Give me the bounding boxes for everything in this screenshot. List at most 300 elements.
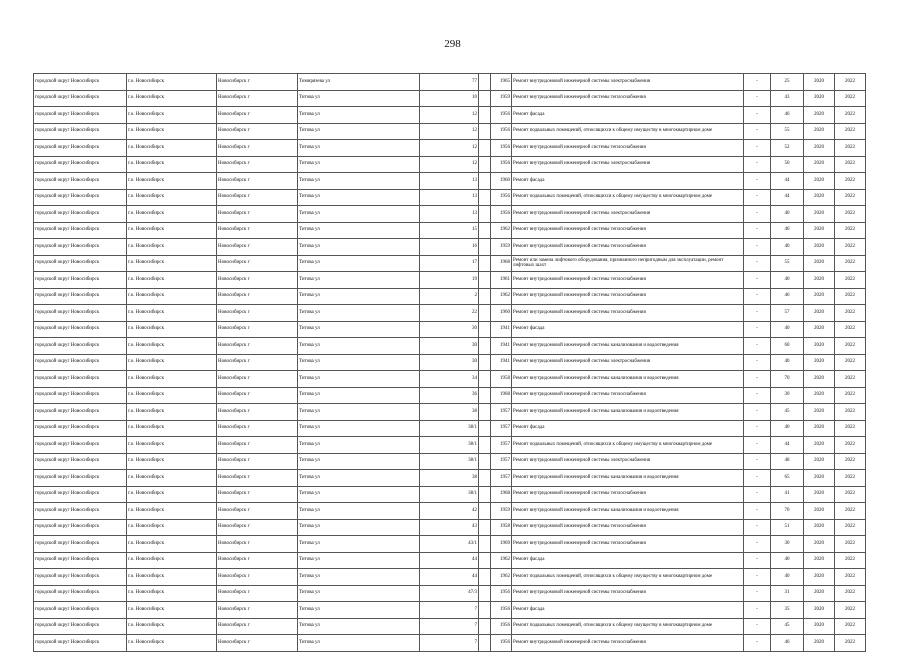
work-type-cell: Ремонт внутридомовой инженерной системы электроснабжения: [512, 156, 744, 173]
start-year-cell: 2020: [804, 338, 835, 355]
building-cell: [479, 239, 491, 256]
start-year-cell: 2020: [804, 107, 835, 124]
cost-cell: -: [744, 618, 771, 635]
end-year-cell: 2022: [835, 305, 866, 322]
end-year-cell: 2022: [835, 486, 866, 503]
house-number-cell: 43/1: [420, 536, 479, 553]
street-cell: Титова ул: [298, 585, 420, 602]
period-cell: 48: [771, 453, 804, 470]
building-cell: [479, 222, 491, 239]
period-cell: 52: [771, 140, 804, 157]
municipality-cell: городской округ Новосибирск: [34, 123, 127, 140]
build-year-cell: 1956: [491, 140, 512, 157]
street-cell: Титова ул: [298, 437, 420, 454]
build-year-cell: 1957: [491, 470, 512, 487]
municipal-unit-cell: г.о. Новосибирск: [127, 486, 217, 503]
start-year-cell: 2020: [804, 156, 835, 173]
municipal-unit-cell: г.о. Новосибирск: [127, 618, 217, 635]
table-row: [34, 305, 866, 322]
settlement-cell: Новосибирск г: [217, 635, 298, 652]
building-cell: [479, 305, 491, 322]
table-row: [34, 156, 866, 173]
municipal-unit-cell: г.о. Новосибирск: [127, 354, 217, 371]
municipal-unit-cell: г.о. Новосибирск: [127, 288, 217, 305]
building-cell: [479, 288, 491, 305]
municipal-unit-cell: г.о. Новосибирск: [127, 371, 217, 388]
building-cell: [479, 90, 491, 107]
municipal-unit-cell: г.о. Новосибирск: [127, 156, 217, 173]
settlement-cell: Новосибирск г: [217, 74, 298, 91]
municipality-cell: городской округ Новосибирск: [34, 536, 127, 553]
build-year-cell: 1968: [491, 486, 512, 503]
house-number-cell: 15: [420, 222, 479, 239]
building-cell: [479, 437, 491, 454]
municipality-cell: городской округ Новосибирск: [34, 552, 127, 569]
cost-cell: -: [744, 123, 771, 140]
end-year-cell: 2022: [835, 387, 866, 404]
street-cell: Тимирязева ул: [298, 74, 420, 91]
municipal-unit-cell: г.о. Новосибирск: [127, 206, 217, 223]
period-cell: 40: [771, 552, 804, 569]
table-row: [34, 173, 866, 190]
end-year-cell: 2022: [835, 602, 866, 619]
end-year-cell: 2022: [835, 503, 866, 520]
work-type-cell: Ремонт внутридомовой инженерной системы электроснабжения: [512, 354, 744, 371]
street-cell: Титова ул: [298, 519, 420, 536]
table-row: [34, 585, 866, 602]
municipality-cell: городской округ Новосибирск: [34, 387, 127, 404]
building-cell: [479, 140, 491, 157]
work-type-cell: Ремонт внутридомовой инженерной системы теплоснабжения: [512, 486, 744, 503]
settlement-cell: Новосибирск г: [217, 156, 298, 173]
settlement-cell: Новосибирск г: [217, 288, 298, 305]
municipal-unit-cell: г.о. Новосибирск: [127, 123, 217, 140]
street-cell: Титова ул: [298, 536, 420, 553]
work-type-cell: Ремонт внутридомовой инженерной системы канализования и водоотведения: [512, 371, 744, 388]
settlement-cell: Новосибирск г: [217, 123, 298, 140]
cost-cell: -: [744, 239, 771, 256]
period-cell: 46: [771, 635, 804, 652]
building-cell: [479, 602, 491, 619]
build-year-cell: 1956: [491, 189, 512, 206]
street-cell: Титова ул: [298, 140, 420, 157]
house-number-cell: 38/1: [420, 486, 479, 503]
building-cell: [479, 371, 491, 388]
building-cell: [479, 519, 491, 536]
municipal-unit-cell: г.о. Новосибирск: [127, 536, 217, 553]
municipal-unit-cell: г.о. Новосибирск: [127, 503, 217, 520]
end-year-cell: 2022: [835, 90, 866, 107]
municipal-unit-cell: г.о. Новосибирск: [127, 602, 217, 619]
street-cell: Титова ул: [298, 305, 420, 322]
table-row: [34, 569, 866, 586]
building-cell: [479, 74, 491, 91]
build-year-cell: 1941: [491, 354, 512, 371]
table-row: [34, 189, 866, 206]
building-cell: [479, 470, 491, 487]
period-cell: 57: [771, 305, 804, 322]
building-cell: [479, 569, 491, 586]
street-cell: Титова ул: [298, 107, 420, 124]
period-cell: 45: [771, 404, 804, 421]
house-number-cell: 47/3: [420, 585, 479, 602]
municipal-unit-cell: г.о. Новосибирск: [127, 189, 217, 206]
start-year-cell: 2020: [804, 569, 835, 586]
municipal-unit-cell: г.о. Новосибирск: [127, 90, 217, 107]
street-cell: Титова ул: [298, 123, 420, 140]
cost-cell: -: [744, 74, 771, 91]
end-year-cell: 2022: [835, 74, 866, 91]
municipal-unit-cell: г.о. Новосибирск: [127, 107, 217, 124]
end-year-cell: 2022: [835, 420, 866, 437]
build-year-cell: 1962: [491, 569, 512, 586]
street-cell: Титова ул: [298, 602, 420, 619]
settlement-cell: Новосибирск г: [217, 486, 298, 503]
street-cell: Титова ул: [298, 618, 420, 635]
settlement-cell: Новосибирск г: [217, 173, 298, 190]
period-cell: 40: [771, 206, 804, 223]
street-cell: Титова ул: [298, 338, 420, 355]
cost-cell: -: [744, 272, 771, 289]
cost-cell: -: [744, 552, 771, 569]
work-type-cell: Ремонт внутридомовой инженерной системы теплоснабжения: [512, 288, 744, 305]
cost-cell: -: [744, 569, 771, 586]
start-year-cell: 2020: [804, 486, 835, 503]
municipal-unit-cell: г.о. Новосибирск: [127, 338, 217, 355]
municipal-unit-cell: г.о. Новосибирск: [127, 321, 217, 338]
work-type-cell: Ремонт внутридомовой инженерной системы теплоснабжения: [512, 536, 744, 553]
cost-cell: -: [744, 338, 771, 355]
municipality-cell: городской округ Новосибирск: [34, 156, 127, 173]
municipality-cell: городской округ Новосибирск: [34, 321, 127, 338]
street-cell: Титова ул: [298, 222, 420, 239]
work-type-cell: Ремонт внутридомовой инженерной системы теплоснабжения: [512, 222, 744, 239]
cost-cell: -: [744, 140, 771, 157]
work-type-cell: Ремонт внутридомовой инженерной системы канализования и водоотведения: [512, 338, 744, 355]
end-year-cell: 2022: [835, 123, 866, 140]
work-type-cell: Ремонт внутридомовой инженерной системы теплоснабжения: [512, 585, 744, 602]
building-cell: [479, 536, 491, 553]
build-year-cell: 1956: [491, 123, 512, 140]
house-number-cell: 34: [420, 371, 479, 388]
settlement-cell: Новосибирск г: [217, 602, 298, 619]
house-number-cell: 38/1: [420, 420, 479, 437]
build-year-cell: 1960: [491, 173, 512, 190]
municipal-unit-cell: г.о. Новосибирск: [127, 74, 217, 91]
municipality-cell: городской округ Новосибирск: [34, 90, 127, 107]
build-year-cell: 1961: [491, 272, 512, 289]
work-type-cell: Ремонт внутридомовой инженерной системы канализования и водоотведения: [512, 503, 744, 520]
end-year-cell: 2022: [835, 552, 866, 569]
settlement-cell: Новосибирск г: [217, 140, 298, 157]
build-year-cell: 1956: [491, 206, 512, 223]
cost-cell: -: [744, 437, 771, 454]
table-row: [34, 404, 866, 421]
house-number-cell: 13: [420, 206, 479, 223]
table-row: [34, 503, 866, 520]
house-number-cell: 44: [420, 569, 479, 586]
municipal-unit-cell: г.о. Новосибирск: [127, 305, 217, 322]
street-cell: Титова ул: [298, 90, 420, 107]
start-year-cell: 2020: [804, 552, 835, 569]
house-number-cell: 77: [420, 74, 479, 91]
start-year-cell: 2020: [804, 536, 835, 553]
building-cell: [479, 123, 491, 140]
building-cell: [479, 387, 491, 404]
house-number-cell: 7: [420, 602, 479, 619]
work-type-cell: Ремонт внутридомовой инженерной системы электроснабжения: [512, 453, 744, 470]
table-row: [34, 536, 866, 553]
table-row: [34, 255, 866, 272]
street-cell: Титова ул: [298, 404, 420, 421]
table-row: [34, 437, 866, 454]
table-row: [34, 602, 866, 619]
period-cell: 40: [771, 569, 804, 586]
period-cell: 55: [771, 255, 804, 272]
settlement-cell: Новосибирск г: [217, 503, 298, 520]
building-cell: [479, 189, 491, 206]
municipal-unit-cell: г.о. Новосибирск: [127, 387, 217, 404]
building-cell: [479, 338, 491, 355]
period-cell: 40: [771, 239, 804, 256]
building-cell: [479, 486, 491, 503]
house-number-cell: 38/1: [420, 453, 479, 470]
house-number-cell: 44: [420, 552, 479, 569]
start-year-cell: 2020: [804, 123, 835, 140]
settlement-cell: Новосибирск г: [217, 321, 298, 338]
cost-cell: -: [744, 288, 771, 305]
municipal-unit-cell: г.о. Новосибирск: [127, 255, 217, 272]
build-year-cell: 1956: [491, 156, 512, 173]
cost-cell: -: [744, 206, 771, 223]
cost-cell: -: [744, 321, 771, 338]
settlement-cell: Новосибирск г: [217, 338, 298, 355]
street-cell: Титова ул: [298, 552, 420, 569]
municipal-unit-cell: г.о. Новосибирск: [127, 470, 217, 487]
street-cell: Титова ул: [298, 173, 420, 190]
work-type-cell: Ремонт фасада: [512, 602, 744, 619]
start-year-cell: 2020: [804, 420, 835, 437]
page-number: 298: [444, 38, 461, 50]
municipal-unit-cell: г.о. Новосибирск: [127, 437, 217, 454]
building-cell: [479, 156, 491, 173]
cost-cell: -: [744, 354, 771, 371]
house-number-cell: 16: [420, 239, 479, 256]
build-year-cell: 1941: [491, 321, 512, 338]
building-cell: [479, 618, 491, 635]
period-cell: 30: [771, 387, 804, 404]
table-row: [34, 470, 866, 487]
work-type-cell: Ремонт внутридомовой инженерной системы теплоснабжения: [512, 272, 744, 289]
settlement-cell: Новосибирск г: [217, 90, 298, 107]
cost-cell: -: [744, 255, 771, 272]
cost-cell: -: [744, 602, 771, 619]
end-year-cell: 2022: [835, 288, 866, 305]
municipality-cell: городской округ Новосибирск: [34, 255, 127, 272]
municipality-cell: городской округ Новосибирск: [34, 569, 127, 586]
municipality-cell: городской округ Новосибирск: [34, 470, 127, 487]
start-year-cell: 2020: [804, 602, 835, 619]
period-cell: 30: [771, 536, 804, 553]
work-type-cell: Ремонт подвальных помещений, относящихся к общему имуществу в многоквартирном доме: [512, 618, 744, 635]
municipality-cell: городской округ Новосибирск: [34, 189, 127, 206]
settlement-cell: Новосибирск г: [217, 437, 298, 454]
house-number-cell: 7: [420, 635, 479, 652]
building-cell: [479, 107, 491, 124]
house-number-cell: 17: [420, 255, 479, 272]
period-cell: 44: [771, 437, 804, 454]
house-number-cell: 38/1: [420, 437, 479, 454]
table-row: [34, 420, 866, 437]
build-year-cell: 1968: [491, 255, 512, 272]
cost-cell: -: [744, 420, 771, 437]
settlement-cell: Новосибирск г: [217, 189, 298, 206]
end-year-cell: 2022: [835, 255, 866, 272]
end-year-cell: 2022: [835, 519, 866, 536]
period-cell: 65: [771, 470, 804, 487]
municipal-unit-cell: г.о. Новосибирск: [127, 585, 217, 602]
building-cell: [479, 503, 491, 520]
build-year-cell: 1956: [491, 635, 512, 652]
settlement-cell: Новосибирск г: [217, 255, 298, 272]
municipal-unit-cell: г.о. Новосибирск: [127, 222, 217, 239]
settlement-cell: Новосибирск г: [217, 354, 298, 371]
start-year-cell: 2020: [804, 618, 835, 635]
building-cell: [479, 404, 491, 421]
cost-cell: -: [744, 189, 771, 206]
municipal-unit-cell: г.о. Новосибирск: [127, 519, 217, 536]
work-type-cell: Ремонт внутридомовой инженерной системы теплоснабжения: [512, 239, 744, 256]
municipality-cell: городской округ Новосибирск: [34, 585, 127, 602]
work-type-cell: Ремонт фасада: [512, 552, 744, 569]
building-cell: [479, 321, 491, 338]
work-type-cell: Ремонт внутридомовой инженерной системы канализования и водоотведения: [512, 470, 744, 487]
municipality-cell: городской округ Новосибирск: [34, 173, 127, 190]
start-year-cell: 2020: [804, 173, 835, 190]
table-row: [34, 635, 866, 652]
street-cell: Титова ул: [298, 569, 420, 586]
street-cell: Титова ул: [298, 239, 420, 256]
cost-cell: -: [744, 222, 771, 239]
street-cell: Титова ул: [298, 371, 420, 388]
end-year-cell: 2022: [835, 272, 866, 289]
municipal-unit-cell: г.о. Новосибирск: [127, 404, 217, 421]
build-year-cell: 1956: [491, 602, 512, 619]
municipality-cell: городской округ Новосибирск: [34, 519, 127, 536]
street-cell: Титова ул: [298, 321, 420, 338]
end-year-cell: 2022: [835, 404, 866, 421]
work-type-cell: Ремонт подвальных помещений, относящихся к общему имуществу в многоквартирном доме: [512, 189, 744, 206]
street-cell: Титова ул: [298, 453, 420, 470]
build-year-cell: 1969: [491, 536, 512, 553]
cost-cell: -: [744, 635, 771, 652]
municipality-cell: городской округ Новосибирск: [34, 486, 127, 503]
work-type-cell: Ремонт фасада: [512, 321, 744, 338]
end-year-cell: 2022: [835, 635, 866, 652]
settlement-cell: Новосибирск г: [217, 222, 298, 239]
municipality-cell: городской округ Новосибирск: [34, 74, 127, 91]
table-row: [34, 338, 866, 355]
end-year-cell: 2022: [835, 206, 866, 223]
build-year-cell: 1962: [491, 222, 512, 239]
municipality-cell: городской округ Новосибирск: [34, 338, 127, 355]
end-year-cell: 2022: [835, 470, 866, 487]
house-number-cell: 30: [420, 321, 479, 338]
settlement-cell: Новосибирск г: [217, 519, 298, 536]
cost-cell: -: [744, 173, 771, 190]
house-number-cell: 2: [420, 288, 479, 305]
end-year-cell: 2022: [835, 453, 866, 470]
start-year-cell: 2020: [804, 272, 835, 289]
build-year-cell: 1941: [491, 338, 512, 355]
build-year-cell: 1958: [491, 371, 512, 388]
work-type-cell: Ремонт внутридомовой инженерной системы теплоснабжения: [512, 519, 744, 536]
cost-cell: -: [744, 156, 771, 173]
start-year-cell: 2020: [804, 305, 835, 322]
settlement-cell: Новосибирск г: [217, 470, 298, 487]
period-cell: 46: [771, 222, 804, 239]
settlement-cell: Новосибирск г: [217, 453, 298, 470]
house-number-cell: 43: [420, 519, 479, 536]
settlement-cell: Новосибирск г: [217, 239, 298, 256]
end-year-cell: 2022: [835, 156, 866, 173]
street-cell: Титова ул: [298, 635, 420, 652]
street-cell: Титова ул: [298, 503, 420, 520]
settlement-cell: Новосибирск г: [217, 371, 298, 388]
work-type-cell: Ремонт внутридомовой инженерной системы теплоснабжения: [512, 635, 744, 652]
table-row: [34, 552, 866, 569]
start-year-cell: 2020: [804, 140, 835, 157]
period-cell: 40: [771, 272, 804, 289]
start-year-cell: 2020: [804, 206, 835, 223]
period-cell: 46: [771, 107, 804, 124]
period-cell: 44: [771, 189, 804, 206]
work-type-cell: Ремонт внутридомовой инженерной системы теплоснабжения: [512, 305, 744, 322]
municipal-unit-cell: г.о. Новосибирск: [127, 453, 217, 470]
municipality-cell: городской округ Новосибирск: [34, 305, 127, 322]
municipality-cell: городской округ Новосибирск: [34, 635, 127, 652]
cost-cell: -: [744, 536, 771, 553]
cost-cell: -: [744, 371, 771, 388]
municipality-cell: городской округ Новосибирск: [34, 618, 127, 635]
street-cell: Титова ул: [298, 156, 420, 173]
table-row: [34, 453, 866, 470]
municipality-cell: городской округ Новосибирск: [34, 354, 127, 371]
build-year-cell: 1965: [491, 74, 512, 91]
period-cell: 31: [771, 585, 804, 602]
table-body: [34, 74, 866, 652]
end-year-cell: 2022: [835, 321, 866, 338]
end-year-cell: 2022: [835, 222, 866, 239]
cost-cell: -: [744, 470, 771, 487]
period-cell: 43: [771, 90, 804, 107]
house-number-cell: 38: [420, 470, 479, 487]
repair-schedule-table: [33, 73, 866, 652]
start-year-cell: 2020: [804, 354, 835, 371]
start-year-cell: 2020: [804, 288, 835, 305]
work-type-cell: Ремонт внутридомовой инженерной системы электроснабжения: [512, 206, 744, 223]
start-year-cell: 2020: [804, 255, 835, 272]
build-year-cell: 1968: [491, 387, 512, 404]
work-type-cell: Ремонт внутридомовой инженерной системы теплоснабжения: [512, 140, 744, 157]
work-type-cell: Ремонт фасада: [512, 173, 744, 190]
municipal-unit-cell: г.о. Новосибирск: [127, 272, 217, 289]
cost-cell: -: [744, 453, 771, 470]
house-number-cell: 38: [420, 404, 479, 421]
table-row: [34, 387, 866, 404]
building-cell: [479, 635, 491, 652]
street-cell: Титова ул: [298, 255, 420, 272]
